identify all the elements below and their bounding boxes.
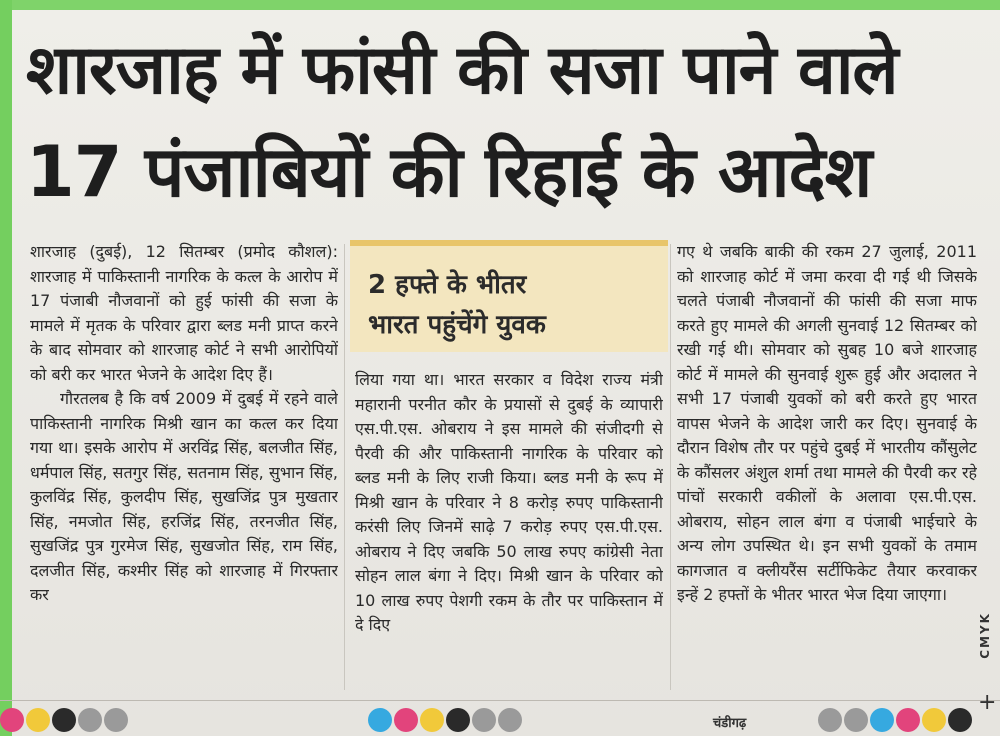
subheading-line-2: भारत पहुंचेंगे युवक <box>368 310 546 340</box>
article-column-2 <box>355 368 663 688</box>
registration-dot <box>394 708 418 732</box>
registration-marks-center <box>368 708 522 732</box>
registration-dot <box>922 708 946 732</box>
registration-dot <box>818 708 842 732</box>
subheading-box <box>350 240 668 352</box>
footer-rule <box>0 700 1000 701</box>
registration-dot <box>78 708 102 732</box>
registration-marks-left <box>0 708 128 732</box>
column-divider <box>344 244 345 690</box>
registration-dot <box>446 708 470 732</box>
registration-dot <box>472 708 496 732</box>
registration-dot <box>948 708 972 732</box>
crop-mark-icon: + <box>978 690 997 715</box>
registration-dot <box>52 708 76 732</box>
page-edge-top <box>0 0 1000 10</box>
headline-line-2: 17 पंजाबियों की रिहाई के आदेश <box>26 131 872 213</box>
registration-dot <box>0 708 24 732</box>
headline-line-1: शारजाह में फांसी की सजा पाने वाले <box>26 31 898 110</box>
page-edge-left <box>0 0 12 736</box>
article-paragraph: लिया गया था। भारत सरकार व विदेश राज्य मंत्री महारानी परनीत कौर के प्रयासों से दुबई के व्यापारी एस.पी.एस. ओबराय ने इस मामले की संजीदगी से पैरवी की और पाकिस्तानी नागरिक के परिवार को ब्लड मनी के लिए राजी किया। ब्लड मनी के रूप में मिश्री खान के परिवार ने 8 करोड़ रुपए पाकिस्तानी करंसी लिए जिनमें साढ़े 7 करोड़ रुपए एस.पी.एस. ओबराय ने दिए जबकि 50 लाख रुपए कांग्रेसी नेता सोहन लाल बंगा ने दिए। मिश्री खान के परिवार को 10 लाख रुपए पेशगी रकम के तौर पर पाकिस्तान में दे दिए <box>355 370 663 634</box>
article-column-3 <box>677 240 977 690</box>
article-paragraph: गए थे जबकि बाकी की रकम 27 जुलाई, 2011 को शारजाह कोर्ट में जमा करवा दी गई थी जिसके चलते पंजाबी नौजवानों की फांसी की सजा माफ करते हुए मामले की अगली सुनवाई 12 सितम्बर को रखी गई थी। सोमवार को सुबह 10 बजे शारजाह कोर्ट में मामले की सुनवाई शुरू हुई और अदालत ने सभी 17 पंजाबी युवकों को बरी करते हुए भारत वापस भेजने के आदेश जारी कर दिए। सुनवाई के दौरान विशेष तौर पर पहुंचे दुबई में भारतीय कौंसुलेट के कौंसलर अंशुल शर्मा तथा मामले की पैरवी कर रहे पांचों सरकारी वकीलों के अलावा एस.पी.एस. ओबराय, सोहन लाल बंगा व पंजाबी भाईचारे के अन्य लोग उपस्थित थे। इन सभी युवकों के तमाम कागजात व क्लीयरैंस सर्टीफिकेट तैयार करवाकर इन्हें 2 हफ्तों के भीतर भारत भेज दिया जाएगा। <box>677 242 977 604</box>
article-paragraph: शारजाह (दुबई), 12 सितम्बर (प्रमोद कौशल): शारजाह में पाकिस्तानी नागरिक के कत्ल के आरोप में 17 पंजाबी नौजवानों को हुई फांसी की सजा के मामले में मृतक के परिवार द्वारा ब्लड मनी प्राप्त करने के बाद सोमवार को शारजाह कोर्ट ने सभी आरोपियों को बरी कर भारत भेजने के आदेश दिए हैं। <box>30 242 338 384</box>
registration-dot <box>368 708 392 732</box>
registration-dot <box>26 708 50 732</box>
registration-dot <box>844 708 868 732</box>
cmyk-mark: CMYK <box>978 612 992 659</box>
article-column-1 <box>30 240 338 690</box>
registration-marks-right <box>818 708 972 732</box>
article-paragraph: गौरतलब है कि वर्ष 2009 में दुबई में रहने वाले पाकिस्तानी नागरिक मिश्री खान का कत्ल कर दिया गया था। इसके आरोप में अरविंद्र सिंह, बलजीत सिंह, धर्मपाल सिंह, सतगुर सिंह, सतनाम सिंह, सुभान सिंह, कुलविंद्र सिंह, कुलदीप सिंह, सुखजिंद्र पुत्र मुखतार सिंह, नमजोत सिंह, हरजिंद्र सिंह, तरनजीत सिंह, सुखजिंद्र पुत्र गुरमेज सिंह, सुखजोत सिंह, राम सिंह, दलजीत सिंह, कश्मीर सिंह को शारजाह में गिरफ्तार कर <box>30 389 338 604</box>
registration-dot <box>870 708 894 732</box>
edition-city: चंडीगढ़ <box>713 716 747 731</box>
registration-dot <box>896 708 920 732</box>
registration-dot <box>420 708 444 732</box>
registration-dot <box>104 708 128 732</box>
subheading-line-1: 2 हफ्ते के भीतर <box>368 270 527 300</box>
column-divider <box>670 244 671 690</box>
registration-dot <box>498 708 522 732</box>
